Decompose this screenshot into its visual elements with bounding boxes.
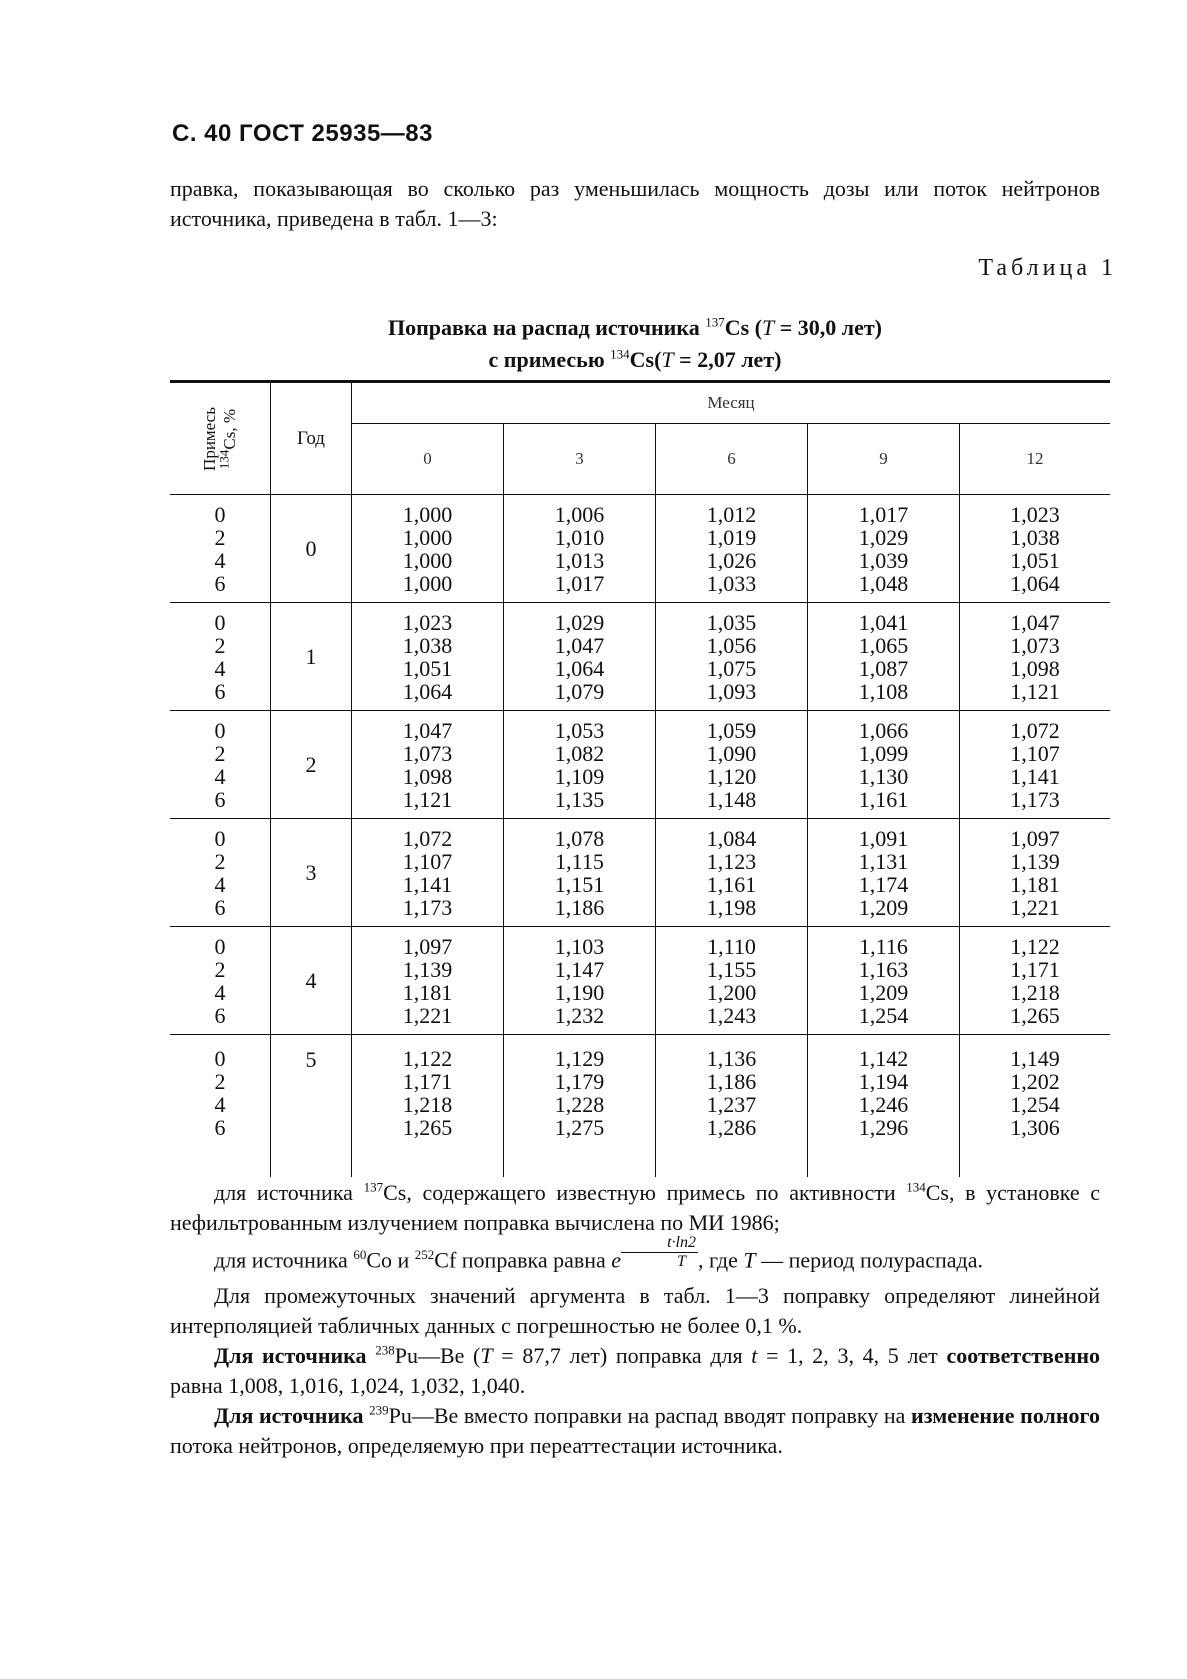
impurity-value: 2 xyxy=(214,632,226,658)
correction-value: 1,173 xyxy=(402,894,453,920)
correction-value: 1,064 xyxy=(554,655,605,681)
impurity-value: 4 xyxy=(214,1092,226,1117)
correction-value: 1,073 xyxy=(1010,632,1060,658)
month-header-9: 9 xyxy=(808,424,960,495)
correction-value: 1,078 xyxy=(554,825,605,851)
correction-value: 1,000 xyxy=(402,524,453,550)
value-cell xyxy=(656,603,808,711)
value-cell xyxy=(504,495,656,603)
correction-value: 1,142 xyxy=(858,1046,909,1071)
month-header-3: 3 xyxy=(504,424,656,495)
impurity-value: 4 xyxy=(214,871,226,897)
value-cell xyxy=(352,711,504,819)
correction-value: 1,012 xyxy=(706,501,757,527)
correction-value: 1,136 xyxy=(706,1046,757,1071)
correction-value: 1,129 xyxy=(554,1046,605,1071)
correction-value: 1,098 xyxy=(1010,655,1060,681)
value-cell xyxy=(960,1035,1111,1178)
month-header-0: 0 xyxy=(352,424,504,495)
correction-value: 1,047 xyxy=(402,717,453,743)
correction-value: 1,151 xyxy=(554,871,605,897)
correction-value: 1,051 xyxy=(1010,547,1060,573)
impurity-value: 6 xyxy=(214,786,226,812)
correction-value: 1,110 xyxy=(707,933,756,959)
impurity-value: 6 xyxy=(214,1115,226,1140)
correction-value: 1,087 xyxy=(858,655,909,681)
table-label: Таблица 1 xyxy=(978,255,1117,281)
correction-value: 1,082 xyxy=(554,740,605,766)
value-cell xyxy=(808,711,960,819)
impurity-value: 2 xyxy=(214,524,226,550)
impurity-value: 0 xyxy=(214,1046,226,1071)
correction-value: 1,107 xyxy=(402,848,453,874)
correction-value: 1,038 xyxy=(402,632,453,658)
correction-value: 1,198 xyxy=(706,894,757,920)
value-cell xyxy=(504,603,656,711)
correction-value: 1,179 xyxy=(554,1069,605,1094)
correction-value: 1,275 xyxy=(554,1115,605,1140)
correction-value: 1,017 xyxy=(554,570,605,596)
impurity-value: 2 xyxy=(214,956,226,982)
correction-value: 1,202 xyxy=(1010,1069,1060,1094)
correction-value: 1,073 xyxy=(402,740,453,766)
correction-value: 1,265 xyxy=(1010,1002,1060,1028)
correction-value: 1,221 xyxy=(1010,894,1060,920)
year-cell: 0 xyxy=(271,495,352,603)
correction-value: 1,038 xyxy=(1010,524,1060,550)
correction-value: 1,186 xyxy=(706,1069,757,1094)
correction-value: 1,228 xyxy=(554,1092,605,1117)
correction-value: 1,122 xyxy=(1010,933,1060,959)
impurity-cell xyxy=(170,495,271,603)
impurity-value: 2 xyxy=(214,848,226,874)
page-header: С. 40 ГОСТ 25935—83 xyxy=(172,120,433,147)
value-cell xyxy=(960,819,1111,927)
correction-value: 1,115 xyxy=(555,848,604,874)
impurity-cell xyxy=(170,603,271,711)
correction-value: 1,048 xyxy=(858,570,909,596)
impurity-value: 0 xyxy=(214,501,226,527)
impurity-value: 6 xyxy=(214,1002,226,1028)
impurity-value: 0 xyxy=(214,825,226,851)
table-title-line2: с примесью $^{134}$Cs(T = 2,07 лет) xyxy=(488,346,782,372)
note-pu239: Для источника $^{239}$Pu—Be вместо поправки на распад вводят поправку на изменение полного потока нейтронов, определяемую при переаттестации источника. xyxy=(170,1402,1101,1458)
value-cell xyxy=(352,819,504,927)
note-pu238: Для источника $^{238}$Pu—Be (T = 87,7 лет) поправка для t = 1, 2, 3, 4, 5 лет соответственно равна 1,008, 1,016, 1,024, 1,032, 1,040. xyxy=(170,1342,1101,1398)
correction-value: 1,141 xyxy=(1010,763,1060,789)
correction-value: 1,051 xyxy=(402,655,453,681)
correction-value: 1,000 xyxy=(402,501,453,527)
year-cell: 4 xyxy=(271,927,352,1035)
correction-value: 1,147 xyxy=(554,956,605,982)
correction-value: 1,109 xyxy=(554,763,605,789)
correction-value: 1,059 xyxy=(706,717,757,743)
correction-value: 1,155 xyxy=(706,956,757,982)
correction-value: 1,033 xyxy=(706,570,757,596)
correction-value: 1,072 xyxy=(1010,717,1060,743)
value-cell xyxy=(656,927,808,1035)
correction-value: 1,056 xyxy=(706,632,757,658)
correction-value: 1,064 xyxy=(1010,570,1060,596)
correction-value: 1,019 xyxy=(706,524,757,550)
correction-value: 1,161 xyxy=(706,871,757,897)
correction-value: 1,103 xyxy=(554,933,605,959)
year-cell: 2 xyxy=(271,711,352,819)
correction-value: 1,065 xyxy=(858,632,909,658)
correction-value: 1,171 xyxy=(1010,956,1060,982)
decay-correction-table xyxy=(170,380,1110,1177)
value-cell xyxy=(352,495,504,603)
correction-value: 1,122 xyxy=(402,1046,453,1071)
notes xyxy=(170,1178,1100,1461)
correction-value: 1,000 xyxy=(402,547,453,573)
correction-value: 1,023 xyxy=(402,609,453,635)
value-cell xyxy=(960,603,1111,711)
correction-value: 1,190 xyxy=(554,979,605,1005)
correction-value: 1,053 xyxy=(554,717,605,743)
correction-value: 1,181 xyxy=(402,979,453,1005)
impurity-value: 0 xyxy=(214,717,226,743)
year-cell: 5 xyxy=(271,1035,352,1178)
col-header-year: Год xyxy=(271,382,352,495)
correction-value: 1,130 xyxy=(858,763,909,789)
correction-value: 1,084 xyxy=(706,825,757,851)
impurity-value: 6 xyxy=(214,894,226,920)
col-header-month: Месяц xyxy=(352,382,1111,424)
correction-value: 1,121 xyxy=(402,786,453,812)
value-cell xyxy=(504,1035,656,1178)
correction-value: 1,023 xyxy=(1010,501,1060,527)
table-row xyxy=(170,603,1110,711)
table-row xyxy=(170,819,1110,927)
month-header-12: 12 xyxy=(960,424,1111,495)
correction-value: 1,131 xyxy=(858,848,909,874)
correction-value: 1,135 xyxy=(554,786,605,812)
correction-value: 1,091 xyxy=(858,825,909,851)
value-cell xyxy=(656,819,808,927)
impurity-value: 6 xyxy=(214,678,226,704)
impurity-cell xyxy=(170,1035,271,1178)
correction-value: 1,286 xyxy=(706,1115,757,1140)
impurity-cell xyxy=(170,927,271,1035)
correction-value: 1,079 xyxy=(554,678,605,704)
correction-value: 1,265 xyxy=(402,1115,453,1140)
correction-value: 1,200 xyxy=(706,979,757,1005)
note-interpolation: Для промежуточных значений аргумента в табл. 1—3 поправку определяют линейной интерполяцией табличных данных с погрешностью не более 0,1 %. xyxy=(170,1283,1100,1338)
note-co60-cf252: для источника $^{60}$Co и $^{252}$Cf поправка равна e $\frac{t\cdot\ln 2}{T}$ , где T — период полураспада. xyxy=(214,1234,983,1273)
value-cell xyxy=(656,495,808,603)
impurity-value: 0 xyxy=(214,609,226,635)
impurity-value: 4 xyxy=(214,763,226,789)
value-cell xyxy=(352,927,504,1035)
correction-value: 1,174 xyxy=(858,871,909,897)
impurity-cell xyxy=(170,819,271,927)
table-row xyxy=(170,711,1110,819)
correction-value: 1,090 xyxy=(706,740,757,766)
value-cell xyxy=(352,603,504,711)
impurity-value: 2 xyxy=(214,740,226,766)
value-cell xyxy=(656,711,808,819)
year-cell: 3 xyxy=(271,819,352,927)
value-cell xyxy=(808,1035,960,1178)
correction-value: 1,209 xyxy=(858,894,909,920)
correction-value: 1,029 xyxy=(858,524,909,550)
correction-value: 1,139 xyxy=(402,956,453,982)
correction-value: 1,120 xyxy=(706,763,757,789)
col-header-impurity: Примесь $^{134}$Cs, % xyxy=(170,382,271,495)
impurity-value: 4 xyxy=(214,547,226,573)
correction-value: 1,064 xyxy=(402,678,453,704)
table-row xyxy=(170,1035,1110,1178)
correction-value: 1,221 xyxy=(402,1002,453,1028)
correction-value: 1,107 xyxy=(1010,740,1060,766)
exponent-fraction: $\frac{t\cdot\ln 2}{T}$ xyxy=(621,1234,698,1271)
correction-value: 1,099 xyxy=(858,740,909,766)
correction-value: 1,108 xyxy=(858,678,909,704)
correction-value: 1,097 xyxy=(1010,825,1060,851)
impurity-value: 2 xyxy=(214,1069,226,1094)
correction-value: 1,243 xyxy=(706,1002,757,1028)
correction-value: 1,098 xyxy=(402,763,453,789)
correction-value: 1,072 xyxy=(402,825,453,851)
impurity-value: 0 xyxy=(214,933,226,959)
correction-value: 1,013 xyxy=(554,547,605,573)
month-header-6: 6 xyxy=(656,424,808,495)
correction-value: 1,066 xyxy=(858,717,909,743)
correction-value: 1,029 xyxy=(554,609,605,635)
correction-value: 1,148 xyxy=(706,786,757,812)
correction-value: 1,017 xyxy=(858,501,909,527)
correction-value: 1,097 xyxy=(402,933,453,959)
value-cell xyxy=(808,927,960,1035)
value-cell xyxy=(960,927,1111,1035)
correction-value: 1,093 xyxy=(706,678,757,704)
value-cell xyxy=(352,1035,504,1178)
correction-value: 1,000 xyxy=(402,570,453,596)
correction-value: 1,254 xyxy=(858,1002,909,1028)
correction-value: 1,075 xyxy=(706,655,757,681)
correction-value: 1,149 xyxy=(1010,1046,1060,1071)
correction-value: 1,246 xyxy=(858,1092,909,1117)
impurity-value: 4 xyxy=(214,655,226,681)
correction-value: 1,194 xyxy=(858,1069,909,1094)
correction-value: 1,006 xyxy=(554,501,605,527)
correction-value: 1,254 xyxy=(1010,1092,1060,1117)
correction-value: 1,161 xyxy=(858,786,909,812)
correction-value: 1,296 xyxy=(858,1115,909,1140)
correction-value: 1,209 xyxy=(858,979,909,1005)
intro-paragraph: правка, показывающая во сколько раз уменьшилась мощность дозы или поток нейтронов источника, приведена в табл. 1—3: xyxy=(170,176,1100,231)
correction-value: 1,218 xyxy=(1010,979,1060,1005)
correction-value: 1,035 xyxy=(706,609,757,635)
correction-value: 1,306 xyxy=(1010,1115,1060,1140)
correction-value: 1,010 xyxy=(554,524,605,550)
correction-value: 1,237 xyxy=(706,1092,757,1117)
correction-value: 1,121 xyxy=(1010,678,1060,704)
correction-value: 1,232 xyxy=(554,1002,605,1028)
correction-value: 1,123 xyxy=(706,848,757,874)
note-cs137: для источника $^{137}$Cs, содержащего известную примесь по активности $^{134}$Cs, в установке с нефильтрованным излучением поправка вычислена по МИ 1986; xyxy=(170,1179,1101,1235)
correction-value: 1,173 xyxy=(1010,786,1060,812)
value-cell xyxy=(504,819,656,927)
correction-value: 1,163 xyxy=(858,956,909,982)
correction-value: 1,039 xyxy=(858,547,909,573)
value-cell xyxy=(960,495,1111,603)
value-cell xyxy=(504,927,656,1035)
table-title-line1: Поправка на распад источника $^{137}$Cs (T = 30,0 лет) xyxy=(387,314,883,340)
correction-value: 1,218 xyxy=(402,1092,453,1117)
correction-value: 1,141 xyxy=(402,871,453,897)
value-cell xyxy=(656,1035,808,1178)
year-cell: 1 xyxy=(271,603,352,711)
value-cell xyxy=(808,603,960,711)
impurity-cell xyxy=(170,711,271,819)
correction-value: 1,047 xyxy=(1010,609,1060,635)
correction-value: 1,116 xyxy=(859,933,908,959)
correction-value: 1,026 xyxy=(706,547,757,573)
table-row xyxy=(170,927,1110,1035)
impurity-value: 6 xyxy=(214,570,226,596)
impurity-value: 4 xyxy=(214,979,226,1005)
correction-value: 1,171 xyxy=(402,1069,453,1094)
table-row xyxy=(170,495,1110,603)
value-cell xyxy=(808,495,960,603)
correction-value: 1,041 xyxy=(858,609,909,635)
correction-value: 1,047 xyxy=(554,632,605,658)
correction-value: 1,181 xyxy=(1010,871,1060,897)
correction-value: 1,186 xyxy=(554,894,605,920)
value-cell xyxy=(504,711,656,819)
value-cell xyxy=(808,819,960,927)
value-cell xyxy=(960,711,1111,819)
correction-value: 1,139 xyxy=(1010,848,1060,874)
